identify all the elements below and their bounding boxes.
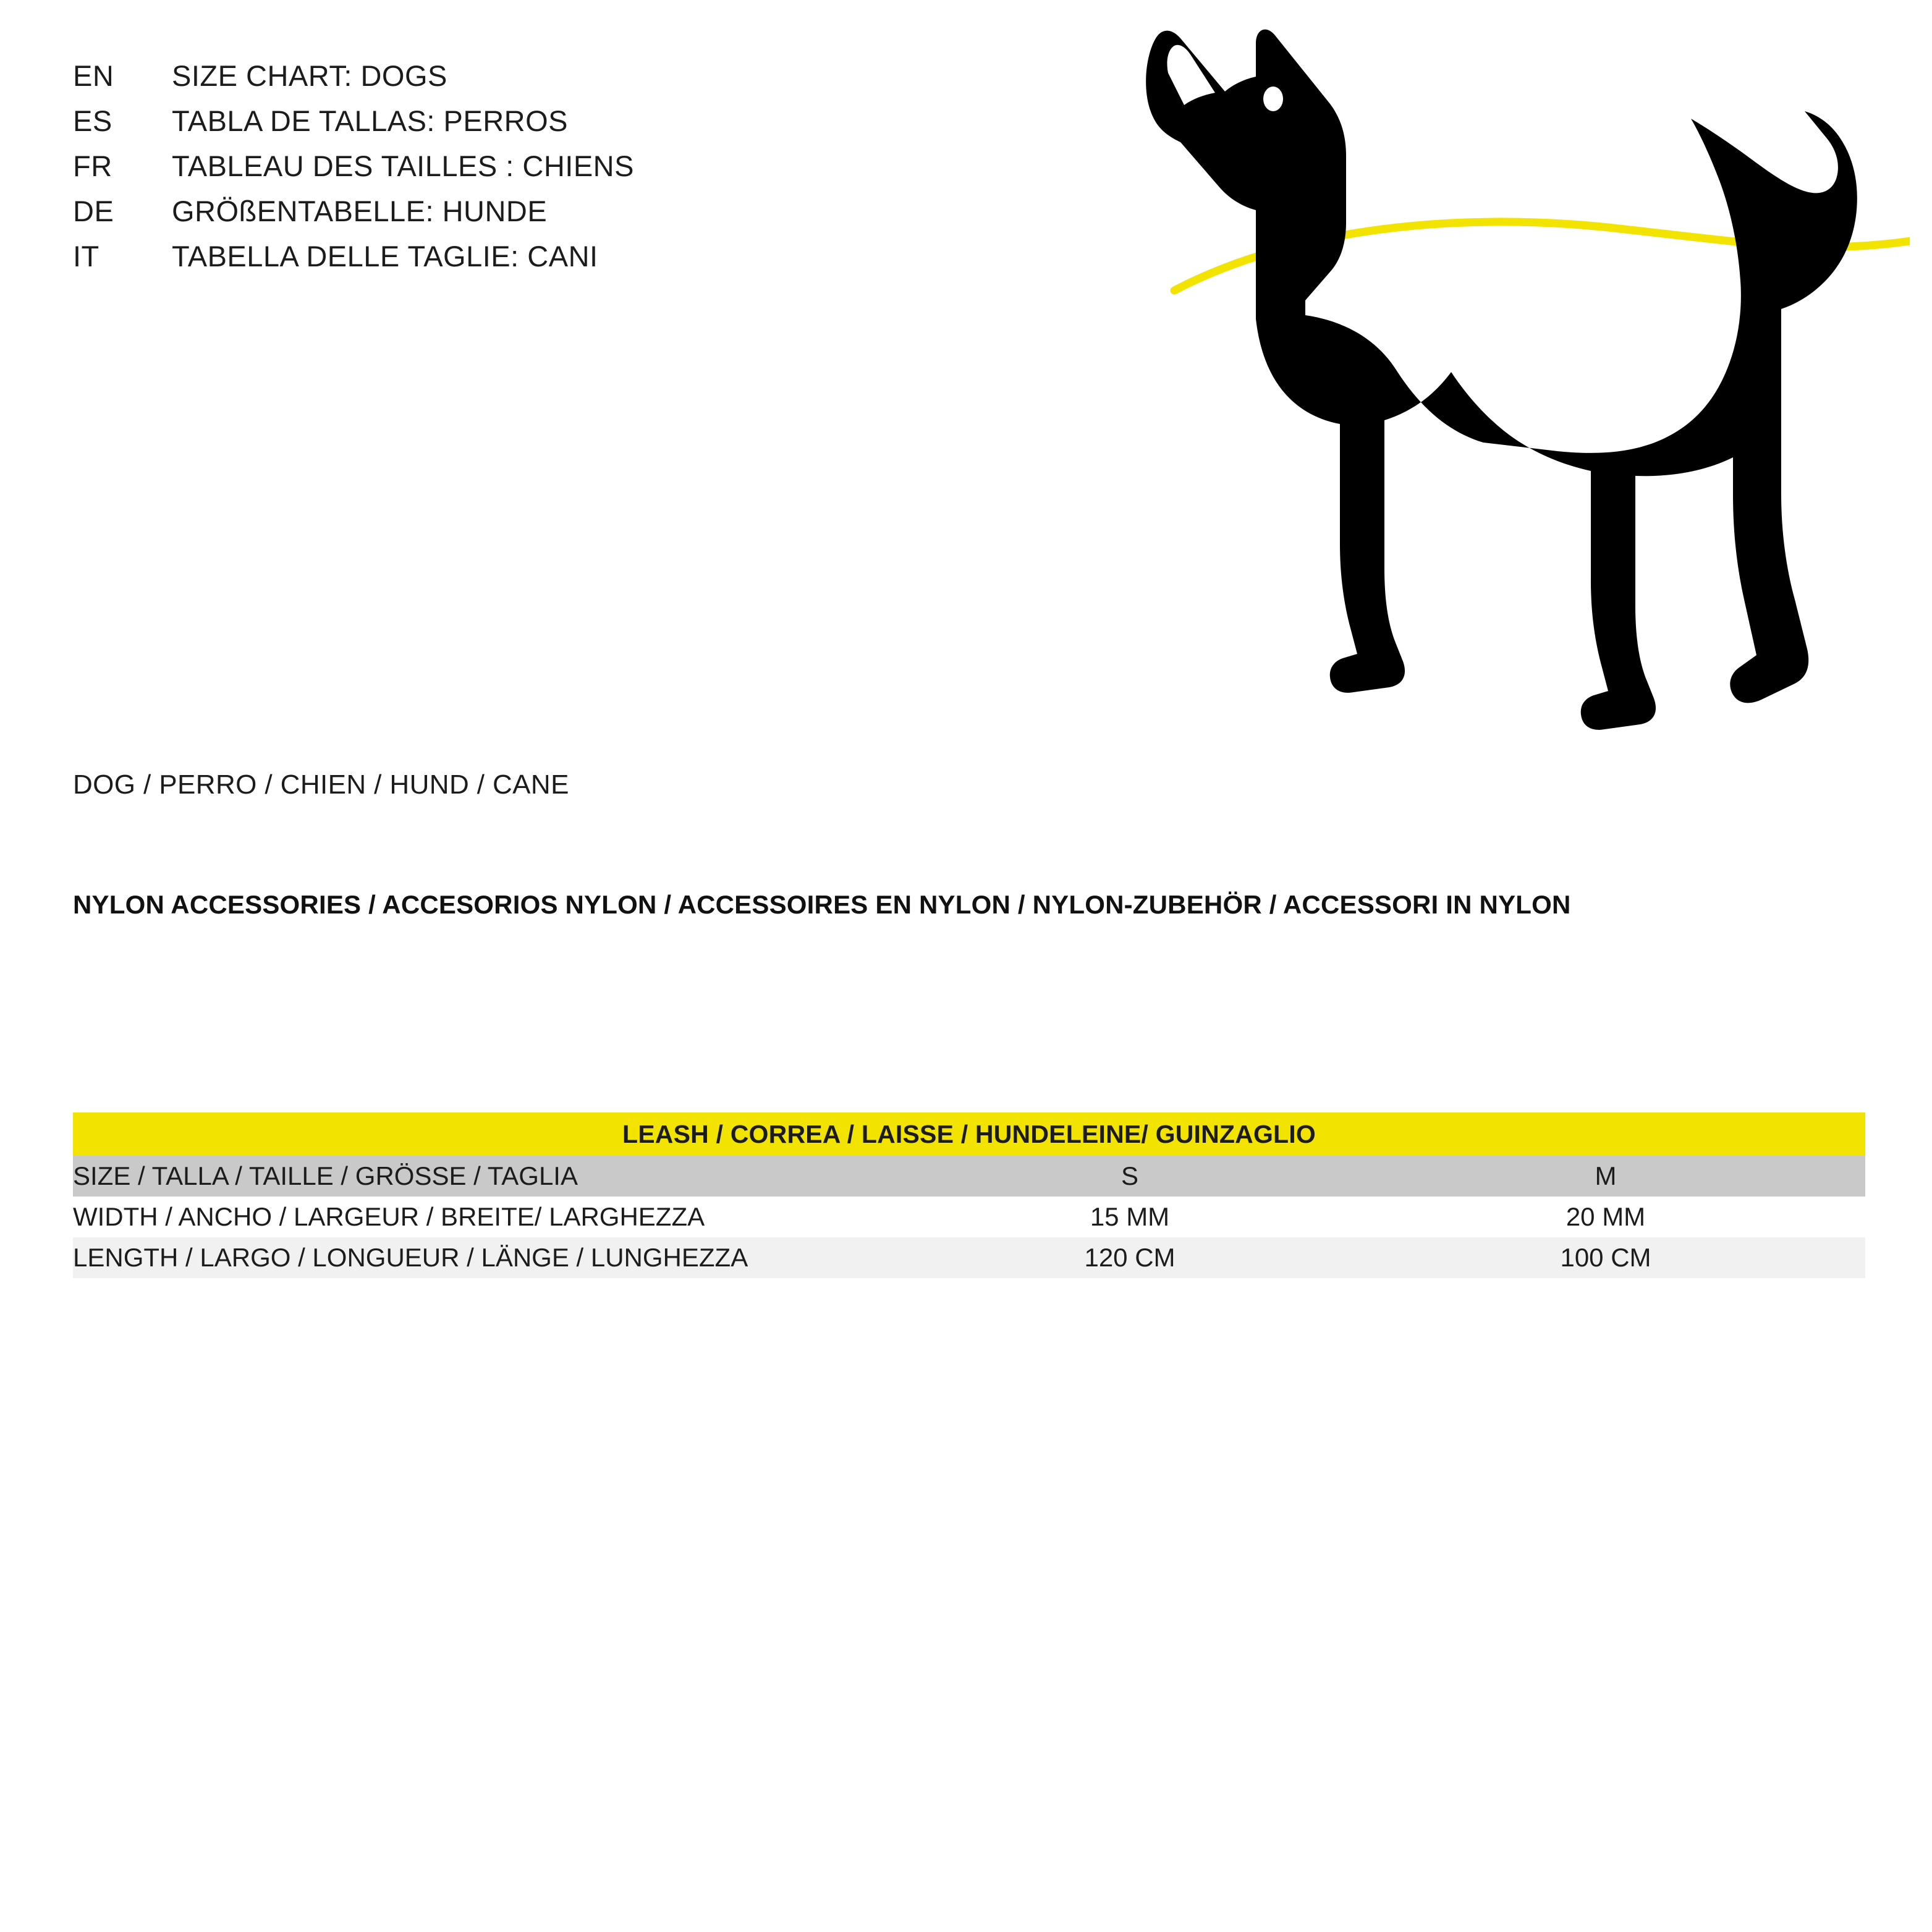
row-width-m: 20 MM [1346,1197,1865,1237]
language-text-it: TABELLA DELLE TAGLIE: CANI [172,240,598,273]
column-header-s: S [913,1156,1346,1197]
table-title-cell: LEASH / CORREA / LAISSE / HUNDELEINE/ GUINZAGLIO [73,1112,1865,1156]
row-label-width: WIDTH / ANCHO / LARGEUR / BREITE/ LARGHEZZA [73,1197,913,1237]
language-row-de [73,194,938,239]
row-label-length: LENGTH / LARGO / LONGUEUR / LÄNGE / LUNGHEZZA [73,1237,913,1278]
language-code-it: IT [73,240,100,273]
dog-silhouette-icon [1088,25,1910,810]
language-row-it [73,239,938,284]
language-text-es: TABLA DE TALLAS: PERROS [172,104,569,137]
language-code-fr: FR [73,150,112,182]
row-length-m: 100 CM [1346,1237,1865,1278]
language-text-fr: TABLEAU DES TAILLES : CHIENS [172,150,634,182]
table-row [73,1237,1865,1278]
language-row-en [73,59,938,104]
table-header-row [73,1112,1865,1156]
language-title-block [73,59,938,284]
language-text-de: GRÖßENTABELLE: HUNDE [172,195,548,227]
row-length-s: 120 CM [913,1237,1346,1278]
leash-size-table [73,1112,1865,1278]
size-table-container [73,1112,1865,1278]
section-heading-nylon-accessories: NYLON ACCESSORIES / ACCESORIOS NYLON / ACCESSOIRES EN NYLON / NYLON-ZUBEHÖR / ACCESSORI IN NYLON [73,890,1571,919]
language-code-es: ES [73,104,112,137]
column-header-m: M [1346,1156,1865,1197]
illustration-caption: DOG / PERRO / CHIEN / HUND / CANE [73,769,569,800]
language-text-en: SIZE CHART: DOGS [172,59,447,92]
column-header-size: SIZE / TALLA / TAILLE / GRÖSSE / TAGLIA [73,1156,913,1197]
language-code-de: DE [73,195,114,227]
table-row [73,1197,1865,1237]
table-subheader-row [73,1156,1865,1197]
language-row-es [73,104,938,149]
language-code-en: EN [73,59,114,92]
row-width-s: 15 MM [913,1197,1346,1237]
language-row-fr [73,149,938,194]
